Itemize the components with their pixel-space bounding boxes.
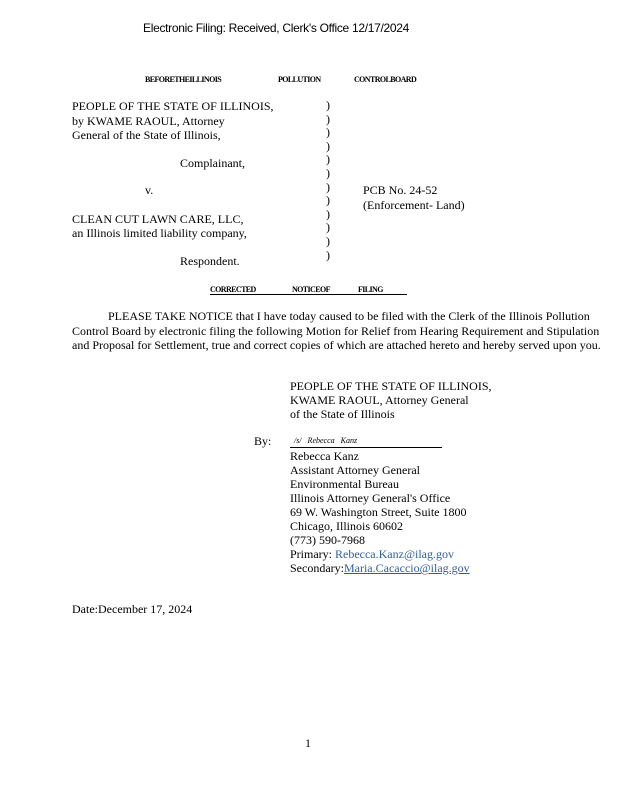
date-label: Date: bbox=[72, 602, 98, 616]
filing-stamp: Electronic Filing: Received, Clerk's Office 12/17/2024 bbox=[143, 21, 410, 35]
board-heading-part3: CONTROLBOARD bbox=[354, 75, 417, 84]
party-line-1: PEOPLE OF THE STATE OF ILLINOIS, bbox=[290, 379, 492, 393]
respondent-label: Respondent. bbox=[180, 254, 240, 268]
complainant-label: Complainant, bbox=[180, 156, 245, 170]
page-number: 1 bbox=[305, 736, 311, 750]
date-value: December 17, 2024 bbox=[98, 602, 193, 616]
date-line bbox=[72, 602, 192, 617]
board-heading-part2: POLLUTION bbox=[278, 75, 321, 84]
primary-email-link[interactable]: Rebecca.Kanz@ilag.gov bbox=[335, 547, 454, 561]
case-type: (Enforcement- Land) bbox=[363, 198, 465, 212]
defendant-line-1: CLEAN CUT LAWN CARE, LLC, bbox=[72, 212, 244, 226]
notice-heading-part2: NOTICEOF bbox=[292, 285, 330, 294]
party-line-3: of the State of Illinois bbox=[290, 407, 395, 421]
notice-heading-part3: FILING bbox=[358, 285, 383, 294]
secondary-email-row bbox=[290, 561, 470, 576]
signature: /s/ Rebecca Kanz bbox=[294, 436, 358, 445]
secondary-email-link[interactable]: Maria.Cacaccio@ilag.gov bbox=[343, 561, 470, 575]
plaintiff-line-1: PEOPLE OF THE STATE OF ILLINOIS, bbox=[72, 99, 274, 113]
signature-line bbox=[290, 447, 442, 448]
by-label: By: bbox=[254, 434, 272, 448]
case-number: PCB No. 24-52 bbox=[363, 183, 438, 197]
signer-office: Illinois Attorney General's Office bbox=[290, 491, 451, 505]
signer-street: 69 W. Washington Street, Suite 1800 bbox=[290, 505, 467, 519]
board-heading-part1: BEFORETHEILLINOIS bbox=[145, 75, 222, 84]
party-line-2: KWAME RAOUL, Attorney General bbox=[290, 393, 469, 407]
plaintiff-line-2: by KWAME RAOUL, Attorney bbox=[72, 114, 225, 128]
signer-title: Assistant Attorney General bbox=[290, 463, 420, 477]
signer-name: Rebecca Kanz bbox=[290, 449, 359, 463]
primary-email-row bbox=[290, 547, 454, 562]
signer-bureau: Environmental Bureau bbox=[290, 477, 399, 491]
signer-phone: (773) 590-7968 bbox=[290, 533, 365, 547]
primary-email-label: Primary: bbox=[290, 547, 332, 561]
signer-city: Chicago, Illinois 60602 bbox=[290, 519, 403, 533]
defendant-line-2: an Illinois limited liability company, bbox=[72, 226, 247, 240]
secondary-email-label: Secondary: bbox=[290, 561, 344, 575]
notice-body: PLEASE TAKE NOTICE that I have today caused to be filed with the Clerk of the Illinois Pollution Control Board by electronic filing the following Motion for Relief from Hearing Requirement and Stipulation and Proposal for Settlement, true and correct copies of which are attached hereto and hereby served upon you. bbox=[72, 309, 601, 352]
notice-heading-part1: CORRECTED bbox=[210, 285, 256, 294]
caption-parentheses: ) ) ) ) ) ) ) ) ) ) ) ) bbox=[326, 98, 330, 262]
notice-heading-underline bbox=[210, 294, 407, 295]
plaintiff-line-3: General of the State of Illinois, bbox=[72, 128, 221, 142]
versus-label: v. bbox=[145, 183, 154, 197]
